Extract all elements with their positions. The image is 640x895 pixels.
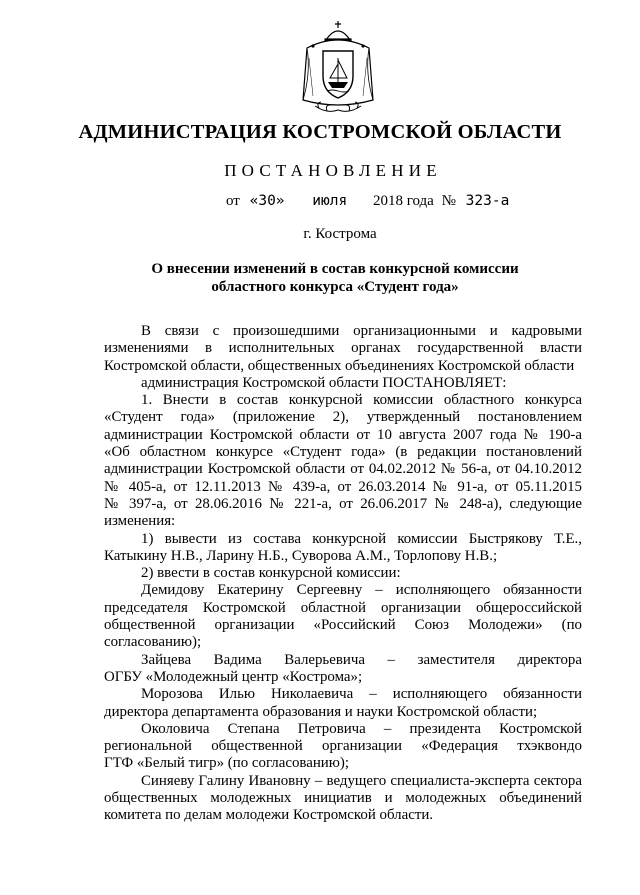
body-line: Костромской области, общественных объединениях Костромской области bbox=[104, 357, 575, 374]
number-sign: № bbox=[441, 193, 456, 209]
body-line: Морозова Илью Николаевича – исполняющего обязанности bbox=[141, 686, 582, 703]
body-line: № 397-а, от 28.06.2016 № 221-а, от 26.06.2017 № 248-а), следующие bbox=[104, 495, 582, 512]
body-line: Околовича Степана Петровича – президента Костромской bbox=[141, 720, 582, 737]
coat-of-arms-emblem bbox=[299, 18, 377, 118]
organization-name: АДМИНИСТРАЦИЯ КОСТРОМСКОЙ ОБЛАСТИ bbox=[78, 121, 562, 143]
document-body bbox=[104, 323, 582, 825]
title-line-1: О внесении изменений в состав конкурсной комиссии bbox=[151, 261, 519, 277]
body-line: 1) вывести из состава конкурсной комиссии Быстрякову Т.Е., bbox=[141, 530, 582, 547]
body-line: администрации Костромской области от 04.02.2012 № 56-а, от 04.10.2012 bbox=[104, 461, 582, 478]
body-line: администрация Костромской области ПОСТАНОВЛЯЕТ: bbox=[141, 374, 507, 391]
document-date-line bbox=[226, 193, 509, 210]
body-line: общественных молодежных инициатив и молодежных объединений bbox=[104, 790, 582, 807]
date-month: июля bbox=[312, 193, 348, 209]
title-line-2: областного конкурса «Студент года» bbox=[211, 279, 459, 295]
city-name: г. Кострома bbox=[303, 226, 377, 242]
body-line: Демидову Екатерину Сергеевну – исполняющего обязанности bbox=[141, 582, 582, 599]
body-line: общественной организации «Российский Союз Молодежи» (по bbox=[104, 617, 582, 634]
body-line: ГТФ «Белый тигр» (по согласованию); bbox=[104, 755, 349, 772]
body-line: «Об областном конкурсе «Студент года» (в редакции постановлений bbox=[104, 444, 582, 461]
body-line: Зайцева Вадима Валерьевича – заместителя директора bbox=[141, 651, 582, 668]
body-line: изменения: bbox=[104, 513, 176, 530]
document-number: 323-а bbox=[465, 193, 510, 209]
date-day: «30» bbox=[249, 193, 285, 209]
body-line: Синяеву Галину Ивановну – ведущего специалиста-эксперта сектора bbox=[141, 772, 582, 789]
body-line: региональной общественной организации «Федерация тхэквондо bbox=[104, 738, 582, 755]
document-title bbox=[120, 260, 550, 296]
body-line: 2) ввести в состав конкурсной комиссии: bbox=[141, 565, 401, 582]
body-line: согласованию); bbox=[104, 634, 202, 651]
document-type: ПОСТАНОВЛЕНИЕ bbox=[224, 161, 442, 180]
body-line: ОГБУ «Молодежный центр «Кострома»; bbox=[104, 668, 363, 685]
body-line: комитета по делам молодежи Костромской области. bbox=[104, 807, 434, 824]
date-prefix: от bbox=[226, 193, 240, 209]
body-line: «Студент года» (приложение 2), утвержденный постановлением bbox=[104, 409, 582, 426]
body-line: № 405-а, от 12.11.2013 № 439-а, от 26.03.2014 № 91-а, от 05.11.2015 bbox=[104, 478, 582, 495]
body-line: директора департамента образования и науки Костромской области; bbox=[104, 703, 538, 720]
body-line: администрации Костромской области от 10 августа 2007 года № 190-а bbox=[104, 426, 582, 443]
body-line: 1. Внести в состав конкурсной комиссии областного конкурса bbox=[141, 392, 582, 409]
body-line: Катыкину Н.В., Ларину Н.Б., Суворова А.М., Торлопову Н.В.; bbox=[104, 547, 498, 564]
body-line: председателя Костромской областной организации общероссийской bbox=[104, 599, 582, 616]
body-line: В связи с произошедшими организационными и кадровыми bbox=[141, 323, 582, 339]
date-year: 2018 года bbox=[372, 193, 434, 209]
body-line: изменениями в исполнительных органах государственной власти bbox=[104, 340, 582, 357]
